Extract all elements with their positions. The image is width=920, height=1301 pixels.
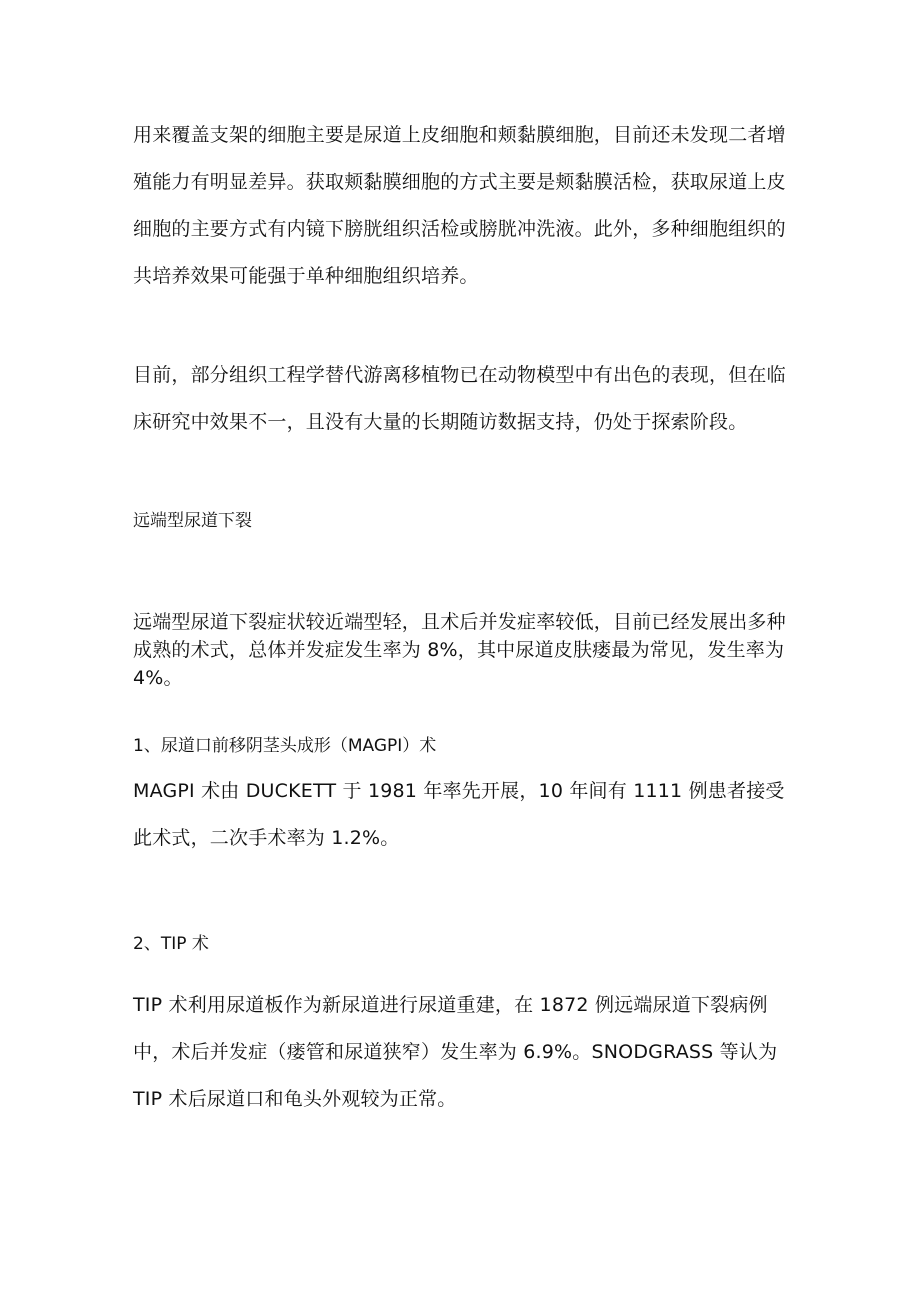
- heading-tip: 2、TIP 术: [133, 934, 209, 954]
- heading-distal-hypospadias: 远端型尿道下裂: [133, 511, 252, 531]
- heading-magpi: 1、尿道口前移阴茎头成形（MAGPI）术: [133, 736, 437, 756]
- paragraph-distal-overview: 远端型尿道下裂症状较近端型轻，且术后并发症率较低，目前已经发展出多种成熟的术式，总体并发症发生率为 8%，其中尿道皮肤瘘最为常见，发生率为 4%。: [133, 611, 786, 689]
- paragraph-magpi: MAGPI 术由 DUCKETT 于 1981 年率先开展，10 年间有 1111 例患者接受此术式，二次手术率为 1.2%。: [133, 780, 785, 849]
- paragraph-scaffold-cells: 用来覆盖支架的细胞主要是尿道上皮细胞和颊黏膜细胞，目前还未发现二者增殖能力有明显差异。获取颊黏膜细胞的方式主要是颊黏膜活检，获取尿道上皮细胞的主要方式有内镜下膀胱组织活检或膀胱冲洗液。此外，多种细胞组织的共培养效果可能强于单种细胞组织培养。: [133, 124, 786, 287]
- paragraph-tissue-engineering: 目前，部分组织工程学替代游离移植物已在动物模型中有出色的表现，但在临床研究中效果不一，且没有大量的长期随访数据支持，仍处于探索阶段。: [133, 364, 786, 433]
- paragraph-tip: TIP 术利用尿道板作为新尿道进行尿道重建，在 1872 例远端尿道下裂病例中，术后并发症（瘘管和尿道狭窄）发生率为 6.9%。SNODGRASS 等认为 TIP 术后尿道口和龟头外观较为正常。: [133, 994, 778, 1110]
